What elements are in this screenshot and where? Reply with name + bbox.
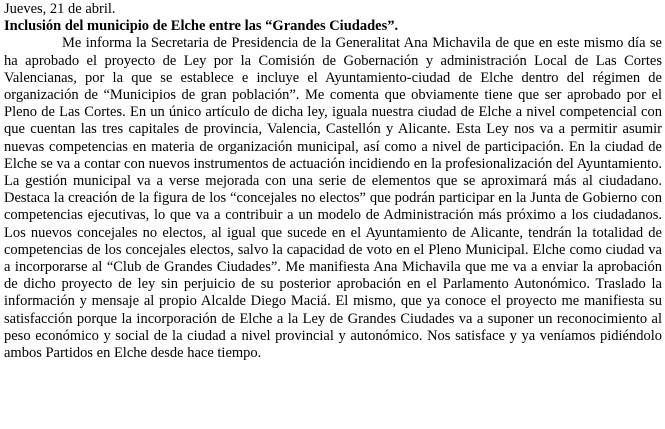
entry-body: Me informa la Secretaria de Presidencia de la Generalitat Ana Michavila de que en este mismo día se ha aprobado el proyecto de Ley por la Comisión de Gobernación y administración Local de Las Cortes Valencianas, por la que se establece e incluye el Ayuntamiento-ciudad de Elche dentro del régimen de organización de “Municipios de gran población”. Me comenta que obviamente tiene que ser aprobado por el Pleno de Las Cortes. En un único artículo de dicha ley, iguala nuestra ciudad de Elche a nivel competencial con que cuentan las tres capitales de provincia, Valencia, Castellón y Alicante. Esta Ley nos va a permitir asumir nuevas competencias en materia de organización municipal, así como a nivel de participación. En la ciudad de Elche se va a contar con nuevos instrumentos de actuación incidiendo en la profesionalización del Ayuntamiento. La gestión municipal va a verse mejorada con una serie de elementos que se aproximará más al ciudadano. Destaca la creación de la figura de los “concejales no electos” que podrán participar en la Junta de Gobierno con competencias ejecutivas, lo que va a contribuir a un modelo de Administración más próximo a los ciudadanos. Los nuevos concejales no electos, al igual que sucede en el Ayuntamiento de Alicante, tendrán la totalidad de competencias de los concejales electos, salvo la capacidad de voto en el Pleno Municipal. Elche como ciudad va a incorporarse al “Club de Grandes Ciudades”. Me manifiesta Ana Michavila que me va a enviar la aprobación de dicho proyecto de ley sin perjuicio de su posterior aprobación en el Parlamento Autonómico. Traslado la información y mensaje al propio Alcalde Diego Maciá. El mismo, que ya conoce el proyecto me manifiesta su satisfacción porque la incorporación de Elche a la Ley de Grandes Ciudades va a suponer un reconocimiento al peso económico y social de la ciudad a nivel provincial y autonómico. Nos satisface y ya veníamos pidiéndolo ambos Partidos en Elche desde hace tiempo. <box>4 35 662 362</box>
entry-heading: Inclusión del municipio de Elche entre las “Grandes Ciudades”. <box>4 18 399 35</box>
entry-date: Jueves, 21 de abril. <box>4 1 116 17</box>
